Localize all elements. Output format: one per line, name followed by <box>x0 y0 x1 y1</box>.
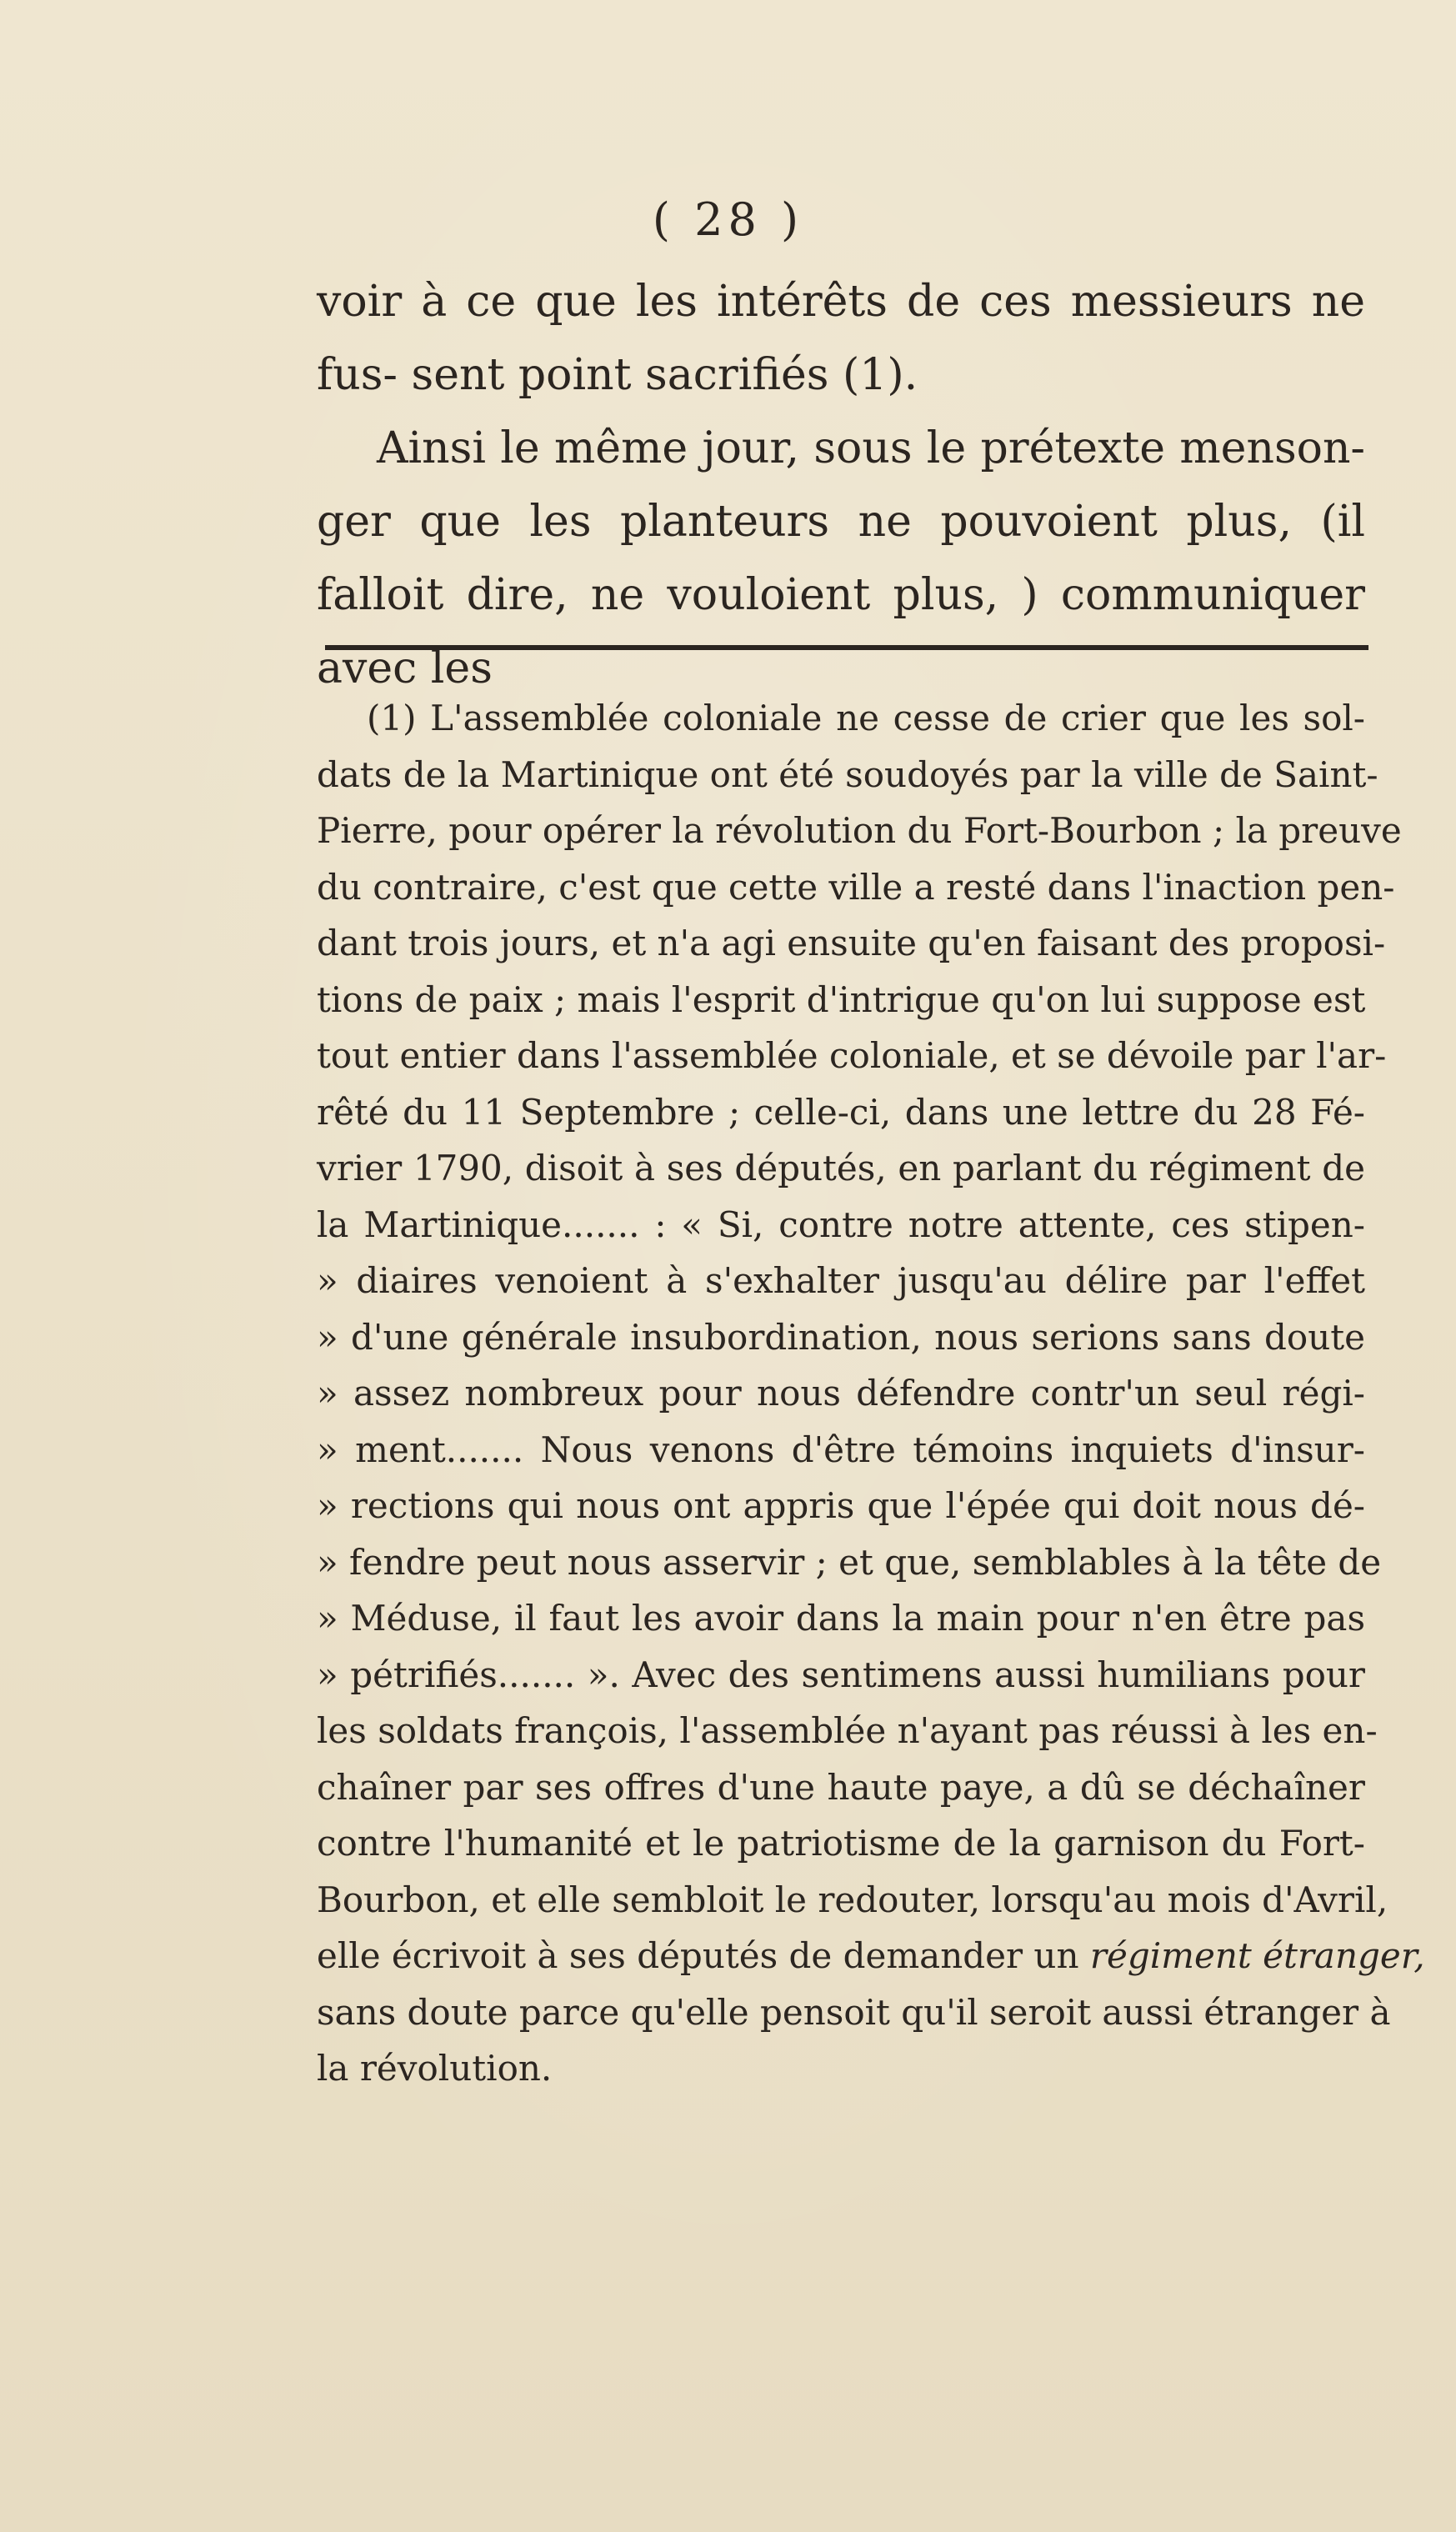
footnote-line: la révolution. <box>317 2048 553 2089</box>
footnote-line: dats de la Martinique ont été soudoyés par la ville de Saint- <box>317 753 1378 795</box>
footnote-line: les soldats françois, l'assemblée n'ayant pas réussi à les en- <box>317 1710 1378 1751</box>
footnote-line: tout entier dans l'assemblée coloniale, et se dévoile par l'ar- <box>317 1035 1387 1076</box>
italic-phrase: régiment étranger, <box>1089 1935 1425 1976</box>
footnote-line: rêté du 11 Septembre ; celle-ci, dans une lettre du 28 Fé- <box>317 1091 1365 1133</box>
footnote-line: dant trois jours, et n'a agi ensuite qu'en faisant des proposi- <box>317 923 1386 963</box>
footnote-line: contre l'humanité et le patriotisme de la garnison du Fort- <box>317 1823 1365 1864</box>
footnote-line: chaîner par ses offres d'une haute paye, a dû se déchaîner <box>317 1766 1365 1808</box>
footnote-line-text: elle écrivoit à ses députés de demander un <box>317 1935 1090 1976</box>
footnote-line: » pétrifiés....... ». Avec des sentimens aussi humilians pour <box>317 1654 1365 1695</box>
footnote-line: » Méduse, il faut les avoir dans la main pour n'en être pas <box>317 1598 1365 1639</box>
footnote-line: Pierre, pour opérer la révolution du Fort-Bourbon ; la preuve <box>317 810 1402 851</box>
main-text <box>317 265 1365 705</box>
footnote-line: vrier 1790, disoit à ses députés, en parlant du régiment de <box>317 1148 1365 1188</box>
main-paragraph-1: voir à ce que les intérêts de ces messieurs ne fus- sent point sacrifiés (1). <box>317 277 1365 400</box>
footnote-line: » rections qui nous ont appris que l'épée qui doit nous dé- <box>317 1485 1365 1526</box>
footnote-line: sans doute parce qu'elle pensoit qu'il seroit aussi étranger à <box>317 1991 1391 2033</box>
footnote-line: » assez nombreux pour nous défendre contr'un seul régi- <box>317 1373 1365 1414</box>
footnote-line: tions de paix ; mais l'esprit d'intrigue qu'on lui suppose est <box>317 978 1366 1020</box>
footnote-line: la Martinique....... : « Si, contre notre attente, ces stipen- <box>317 1203 1365 1245</box>
footnote-line: » ment....... Nous venons d'être témoins inquiets d'insur- <box>317 1429 1365 1470</box>
footnote-line <box>317 1928 1425 1984</box>
footnote-separator <box>325 645 1368 650</box>
page-number: ( 28 ) <box>652 193 804 246</box>
footnote-line: du contraire, c'est que cette ville a resté dans l'inaction pen- <box>317 866 1395 908</box>
footnote-line: » d'une générale insubordination, nous serions sans doute <box>317 1316 1365 1358</box>
footnote <box>317 690 1425 2097</box>
footnote-line: (1) L'assemblée coloniale ne cesse de crier que les sol- <box>367 698 1365 738</box>
footnote-line: » diaires venoient à s'exhalter jusqu'au délire par l'effet <box>317 1260 1365 1301</box>
footnote-line: » fendre peut nous asservir ; et que, semblables à la tête de <box>317 1541 1382 1583</box>
footnote-line: Bourbon, et elle sembloit le redouter, lorsqu'au mois d'Avril, <box>317 1879 1388 1920</box>
main-paragraph-2: Ainsi le même jour, sous le prétexte menson- ger que les planteurs ne pouvoient plus, (il falloit dire, ne vouloient plus, ) communiquer avec les <box>317 423 1365 693</box>
